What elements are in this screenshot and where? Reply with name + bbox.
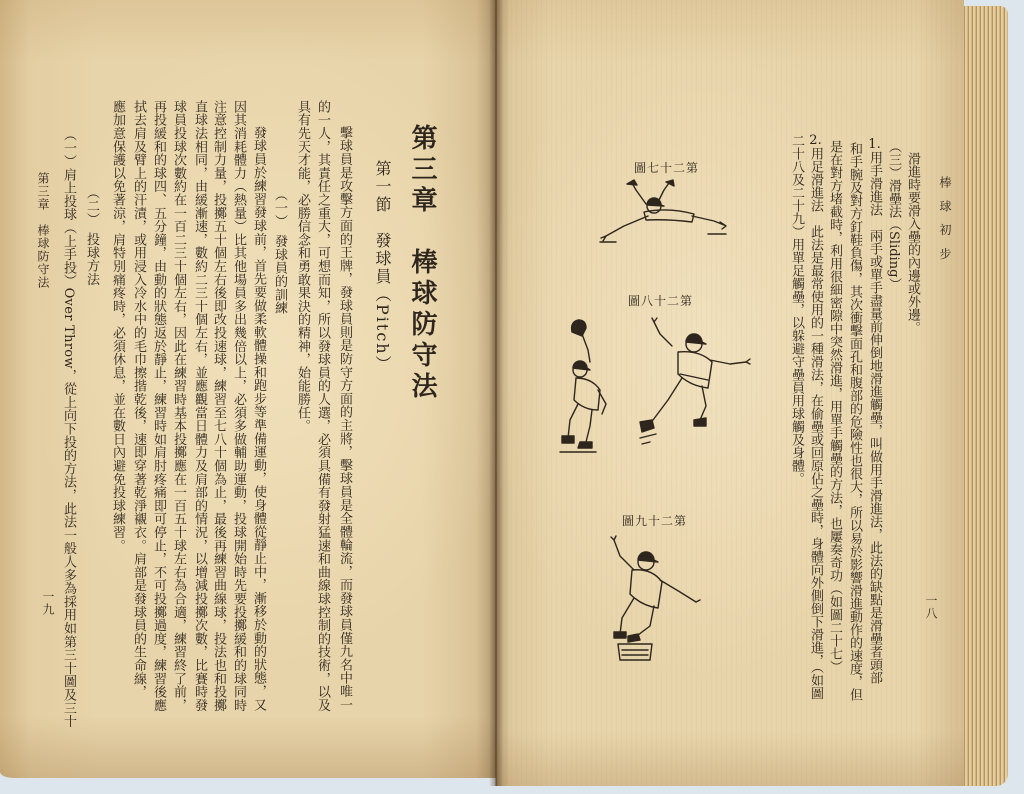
left-text-column: （一）肩上投球（上手投）Over Throw，從上向下投的方法，此法一般人多為採用如第三十圖及三十 [61, 128, 76, 728]
left-text-column: 因其消耗體力（熱量）比其他場員多出幾倍以上，必須多做輔助運動，投球開始時先要投擲緩和的球同時 [231, 100, 246, 712]
subheading-pitcher-training: （一） 發球員的訓練 [272, 188, 287, 315]
right-text-column [867, 138, 881, 684]
figure-28-caption: 圖八十二第 [628, 294, 694, 308]
right-text-column: 和手腕及對方釘鞋負傷，其次衝擊面孔和腹部的危險性也很大，所以易於影響滑進動作的速度，但 [847, 142, 862, 701]
left-text-column: 拭去肩及臂上的汗漬，或用浸入冷水中的毛巾擦揩乾後，速即穿著乾淨襯衣。肩部是發球員的生命線， [131, 100, 146, 699]
book-gutter [489, 0, 503, 786]
figure-29-illustration [602, 534, 702, 668]
fielder-figure [560, 320, 606, 452]
right-text-column [808, 134, 822, 700]
left-text-column: 擊球員是攻擊方面的王牌，發球員則是防守方面的主將，擊球員是全體輪流，而發球員僅九名中唯一 [337, 126, 352, 712]
figure-27-illustration [596, 178, 730, 246]
right-text-column: 二十八及二十九）用單足觸壘，以躲避守壘員用球觸及身體。 [789, 134, 804, 485]
left-text-column: 具有先天才能，必勝信念和勇敢果決的精神，始能勝任。 [295, 100, 310, 433]
page-number: 一八 [924, 594, 938, 620]
column-text: 用手滑進法 兩手或單手盡量前伸倒地滑進觸壘，叫做用手滑進法，此法的缺點是滑壘者頭部 [867, 151, 882, 684]
left-text-column: 應加意保護以免著涼，肩特別痛疼時，必須休息，並在數日內避免投球練習。 [110, 100, 125, 553]
sliding-runner-figure [611, 536, 700, 642]
left-text-column: 注意控制力量，投擲五十個左右後即改投速球，練習至七八十個為止，最後再練習曲線球，投法也和投擲 [211, 100, 226, 712]
head-first-slider-figure [600, 180, 726, 242]
column-text: 用足滑進法 此法是最常使用的一種滑法，在偷壘或回原佔之壘時，身體向外側倒下滑進，（如圖 [808, 147, 823, 700]
figure-29-caption: 圖九十二第 [622, 514, 688, 528]
subheading-sliding: （三）滑壘法（Sliding） [886, 140, 901, 291]
figure-28-illustration [560, 316, 754, 458]
right-page [496, 0, 964, 786]
left-text-column: 發球員於練習發球前，首先要做柔軟體操和跑步等準備運動，使身體從靜止中，漸移於動的狀態，又 [251, 126, 266, 712]
left-page [0, 0, 496, 778]
running-footer: 第三章 棒球防守法 [36, 172, 50, 289]
subheading-pitching-methods: （二） 投球方法 [84, 186, 99, 286]
left-text-column: 直球法相同，由緩漸速，數約二三十個左右，並應觀當日體力及肩部的情況，以增減投擲次數，比賽時發 [192, 100, 207, 712]
right-text-column: 是在對方堵截時，利用很細密隙中突然滑進，用單手觸壘的方法，也屢奏奇功（如圖二十七） [827, 140, 842, 673]
page-stack-edges [964, 6, 1008, 786]
item-number: 2. [809, 134, 822, 147]
figure-27-caption: 圖七十二第 [634, 161, 700, 175]
chapter-title: 第三章 棒球防守法 [407, 124, 437, 403]
item-number: 1. [868, 138, 881, 151]
section-heading: 第一節 發球員（Pitch） [373, 160, 392, 374]
left-text-column: 再投緩和的球四、五分鐘，由動的狀態返於靜止，練習時如肩肘疼痛即可停止，不可投擲過度，練習後應 [151, 100, 166, 712]
base-bag [618, 644, 652, 660]
left-text-column: 球員投球次數約在一百二三十個左右，因此在練習時基本投擲應在一百五十球左右為合適，練習終了前， [171, 100, 186, 712]
page-number: 一九 [41, 590, 55, 616]
running-header: 棒 球 初 步 [938, 176, 952, 264]
left-text-column: 的一人，其責任之重大，可想而知，所以發球員的人選，必須具備有發射猛速和曲線球控制的技術，以及 [315, 100, 330, 712]
right-text-column: 滑進時要滑入壘的內邊或外邊。 [905, 152, 920, 334]
feet-first-slider-figure [640, 318, 750, 444]
